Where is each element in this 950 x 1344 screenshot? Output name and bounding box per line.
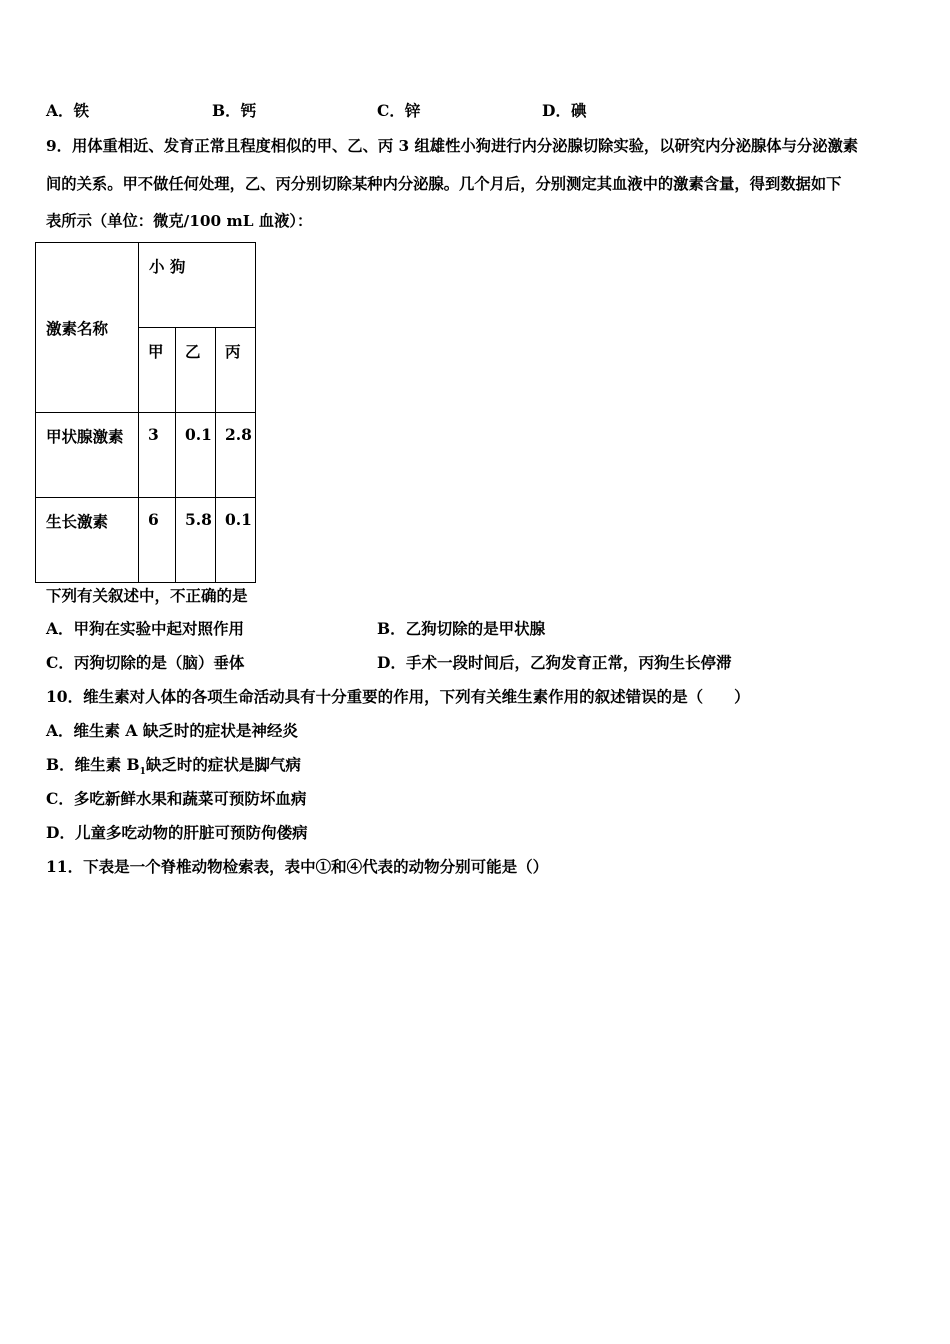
option-text: 锌: [404, 101, 421, 120]
option-text: 丙狗切除的是（脑）垂体: [73, 653, 245, 672]
option-letter: A．: [46, 101, 74, 120]
column-header: 乙: [185, 342, 201, 361]
q9-option-a: [46, 619, 244, 639]
option-text: 钙: [240, 101, 257, 120]
row-header-cell: [36, 243, 139, 413]
value: 6: [148, 510, 159, 529]
option-letter: B．: [46, 755, 75, 774]
subscript: 1: [139, 767, 146, 778]
value: 3: [148, 425, 159, 444]
option-text: 儿童多吃动物的肝脏可预防佝偻病: [74, 823, 308, 842]
value-cell: [216, 413, 256, 498]
q11-stem: 11．下表是一个脊椎动物检索表，表中①和④代表的动物分别可能是（）: [46, 857, 549, 876]
table-row: [36, 413, 256, 498]
group-header-cell: [139, 243, 256, 328]
q8-option-c: [377, 101, 420, 121]
value-cell: [139, 498, 176, 583]
option-letter: B．: [377, 619, 406, 638]
column-header: 丙: [225, 342, 241, 361]
q9-stem-line3: 表所示（单位：微克/100 mL 血液）：: [46, 212, 313, 230]
q10-option-b: [46, 755, 301, 782]
option-letter: D．: [377, 653, 406, 672]
option-letter: C．: [46, 789, 74, 808]
column-header: 甲: [148, 342, 164, 361]
value: 5.8: [185, 510, 212, 529]
option-text: 甲狗在实验中起对照作用: [73, 619, 245, 638]
value-cell: [139, 413, 176, 498]
q9-option-d: [377, 653, 731, 673]
option-letter: D．: [46, 823, 75, 842]
option-text: 手术一段时间后，乙狗发育正常，丙狗生长停滞: [405, 653, 732, 672]
option-letter: A．: [46, 721, 74, 740]
option-text: 铁: [73, 101, 90, 120]
value: 0.1: [225, 510, 252, 529]
option-text: 维生素 A 缺乏时的症状是神经炎: [73, 721, 298, 740]
q9-prompt: 下列有关叙述中，不正确的是: [46, 586, 248, 605]
q8-option-d: [542, 101, 586, 121]
value-cell: [176, 413, 216, 498]
row-name: 生长激素: [46, 512, 109, 531]
q8-option-a: [46, 101, 89, 121]
option-letter: C．: [377, 101, 405, 120]
group-header: 小 狗: [149, 257, 186, 276]
option-text: 乙狗切除的是甲状腺: [405, 619, 546, 638]
q10-option-d: [46, 823, 307, 843]
table-row: [36, 498, 256, 583]
value: 0.1: [185, 425, 212, 444]
q9-option-b: [377, 619, 545, 639]
q10-stem: 10．维生素对人体的各项生命活动具有十分重要的作用，下列有关维生素作用的叙述错误的是（ ）: [46, 687, 750, 706]
q10-option-c: [46, 789, 306, 809]
option-text-after: 缺乏时的症状是脚气病: [145, 755, 301, 774]
row-name-cell: [36, 498, 139, 583]
column-header-cell: [139, 328, 176, 413]
column-header-cell: [216, 328, 256, 413]
row-header: 激素名称: [46, 318, 109, 338]
value-cell: [176, 498, 216, 583]
q9-stem-line2: 间的关系。甲不做任何处理，乙、丙分别切除某种内分泌腺。几个月后，分别测定其血液中的激素含量，得到数据如下: [46, 175, 842, 193]
q10-option-a: [46, 721, 298, 741]
q9-stem-line1: 9．用体重相近、发育正常且程度相似的甲、乙、丙 3 组雄性小狗进行内分泌腺切除实验，以研究内分泌腺体与分泌激素: [46, 137, 859, 155]
row-name-cell: [36, 413, 139, 498]
option-text: 多吃新鲜水果和蔬菜可预防坏血病: [73, 789, 307, 808]
column-header-cell: [176, 328, 216, 413]
option-text: 维生素 B: [74, 755, 140, 774]
q8-option-b: [212, 101, 256, 121]
hormone-table: [35, 242, 256, 583]
option-letter: C．: [46, 653, 74, 672]
value: 2.8: [225, 425, 252, 444]
row-name: 甲状腺激素: [46, 427, 124, 446]
option-text: 碘: [570, 101, 587, 120]
value-cell: [216, 498, 256, 583]
option-letter: A．: [46, 619, 74, 638]
option-letter: D．: [542, 101, 571, 120]
q9-option-c: [46, 653, 244, 673]
option-letter: B．: [212, 101, 241, 120]
